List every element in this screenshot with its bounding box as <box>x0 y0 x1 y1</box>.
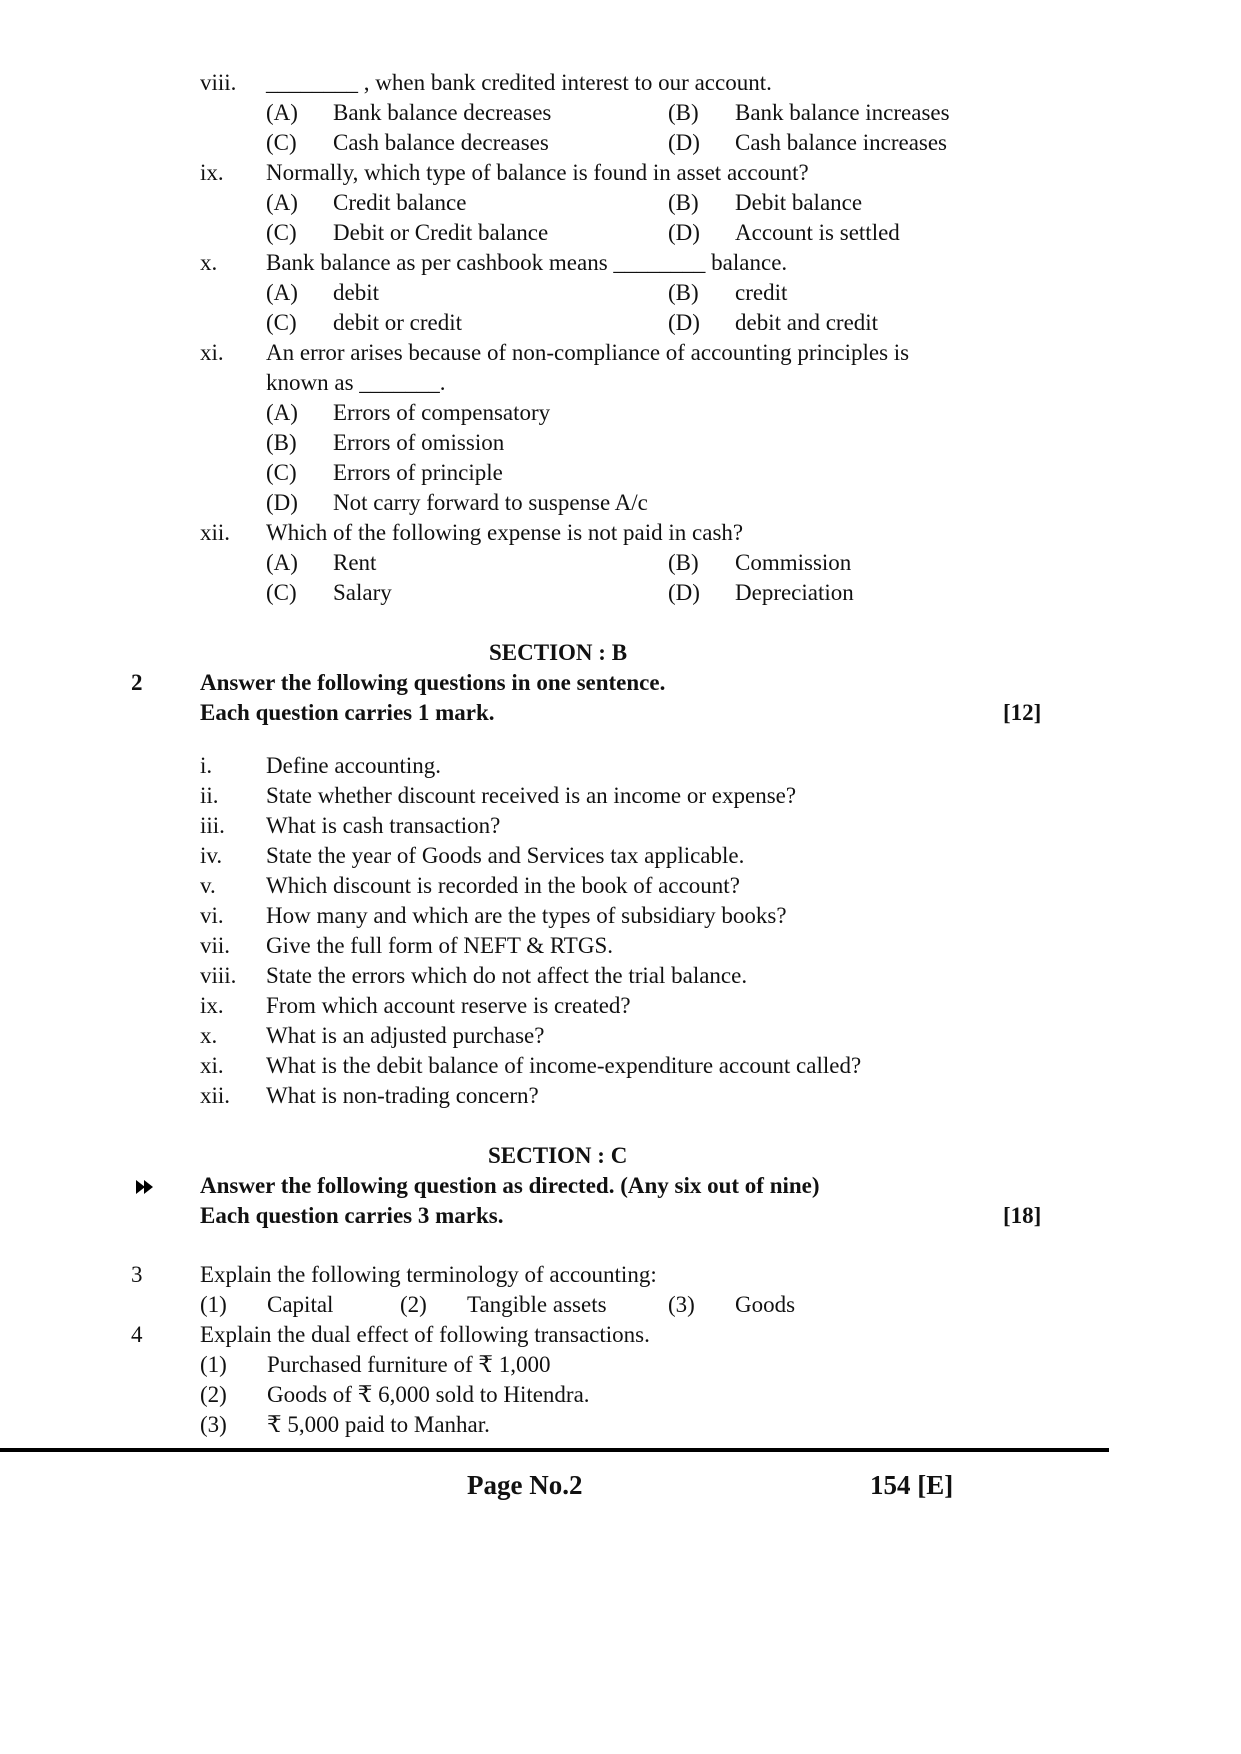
section-instruction: Each question carries 1 mark. <box>200 700 495 725</box>
option: (B) Errors of omission <box>266 430 505 455</box>
question-text: Which discount is recorded in the book of account? <box>266 873 740 898</box>
question-text: Give the full form of NEFT & RTGS. <box>266 933 613 958</box>
sub-item: (2) Goods of ₹ 6,000 sold to Hitendra. <box>200 1382 590 1407</box>
option: (A) Rent <box>266 550 377 575</box>
option: (C) Salary <box>266 580 392 605</box>
question-number: xi. <box>200 340 224 365</box>
question-number: viii. <box>200 70 237 95</box>
section-instruction: Each question carries 3 marks. <box>200 1203 504 1228</box>
sub-item: (1) Capital <box>200 1292 334 1317</box>
marks-label: [12] <box>1003 700 1042 725</box>
question-number: ix. <box>200 160 224 185</box>
section-instruction: Answer the following questions in one sentence. <box>200 670 666 695</box>
page-number: Page No.2 <box>467 1470 583 1500</box>
question-number: x. <box>200 1023 218 1048</box>
question-text: State the errors which do not affect the trial balance. <box>266 963 748 988</box>
question-number: vi. <box>200 903 224 928</box>
sub-item: (3) Goods <box>668 1292 796 1317</box>
option: (B) Debit balance <box>668 190 863 215</box>
question-number: x. <box>200 250 218 275</box>
option: (C) Errors of principle <box>266 460 503 485</box>
question-number: ix. <box>200 993 224 1018</box>
question-text: How many and which are the types of subsidiary books? <box>266 903 787 928</box>
option: (B) Commission <box>668 550 852 575</box>
question-number: xi. <box>200 1053 224 1078</box>
question-number: i. <box>200 753 213 778</box>
question-text: Which of the following expense is not paid in cash? <box>266 520 744 545</box>
paper-code: 154 [E] <box>870 1470 954 1500</box>
option: (B) Bank balance increases <box>668 100 950 125</box>
option: (D) Depreciation <box>668 580 854 605</box>
question-number: 4 <box>131 1322 143 1347</box>
fast-forward-icon <box>136 1180 154 1194</box>
question-text: What is non-trading concern? <box>266 1083 539 1108</box>
section-instruction: Answer the following question as directed. (Any six out of nine) <box>200 1173 820 1198</box>
question-text: What is an adjusted purchase? <box>266 1023 545 1048</box>
sub-item: (1) Purchased furniture of ₹ 1,000 <box>200 1352 551 1377</box>
question-text: Define accounting. <box>266 753 441 778</box>
question-text: State the year of Goods and Services tax applicable. <box>266 843 745 868</box>
option: (D) Account is settled <box>668 220 900 245</box>
question-text: What is the debit balance of income-expenditure account called? <box>266 1053 862 1078</box>
question-number: xii. <box>200 1083 231 1108</box>
option: (D) Not carry forward to suspense A/c <box>266 490 648 515</box>
option: (A) Errors of compensatory <box>266 400 551 425</box>
question-text: State whether discount received is an income or expense? <box>266 783 797 808</box>
option: (C) Cash balance decreases <box>266 130 549 155</box>
option: (C) Debit or Credit balance <box>266 220 549 245</box>
question-text: known as _______. <box>266 370 446 395</box>
question-text: An error arises because of non-compliance of accounting principles is <box>266 340 910 365</box>
question-text: Explain the dual effect of following transactions. <box>200 1322 650 1347</box>
footer-divider <box>0 1448 1109 1452</box>
question-text: What is cash transaction? <box>266 813 501 838</box>
question-number: 2 <box>131 670 143 695</box>
question-number: xii. <box>200 520 231 545</box>
option: (D) Cash balance increases <box>668 130 948 155</box>
question-number: 3 <box>131 1262 143 1287</box>
marks-label: [18] <box>1003 1203 1042 1228</box>
question-text: Bank balance as per cashbook means ________ balance. <box>266 250 788 275</box>
sub-item: (3) ₹ 5,000 paid to Manhar. <box>200 1412 490 1437</box>
option: (B) credit <box>668 280 788 305</box>
sub-item: (2) Tangible assets <box>400 1292 607 1317</box>
question-number: iii. <box>200 813 225 838</box>
option: (A) debit <box>266 280 379 305</box>
section-heading: SECTION : C <box>488 1143 628 1168</box>
question-text: ________ , when bank credited interest to our account. <box>266 70 772 95</box>
question-number: iv. <box>200 843 223 868</box>
option: (C) debit or credit <box>266 310 463 335</box>
option: (A) Credit balance <box>266 190 467 215</box>
option: (D) debit and credit <box>668 310 879 335</box>
question-text: Explain the following terminology of accounting: <box>200 1262 657 1287</box>
question-number: v. <box>200 873 216 898</box>
option: (A) Bank balance decreases <box>266 100 552 125</box>
question-number: ii. <box>200 783 219 808</box>
question-number: viii. <box>200 963 237 988</box>
section-heading: SECTION : B <box>489 640 628 665</box>
question-number: vii. <box>200 933 231 958</box>
question-text: Normally, which type of balance is found in asset account? <box>266 160 809 185</box>
question-text: From which account reserve is created? <box>266 993 631 1018</box>
